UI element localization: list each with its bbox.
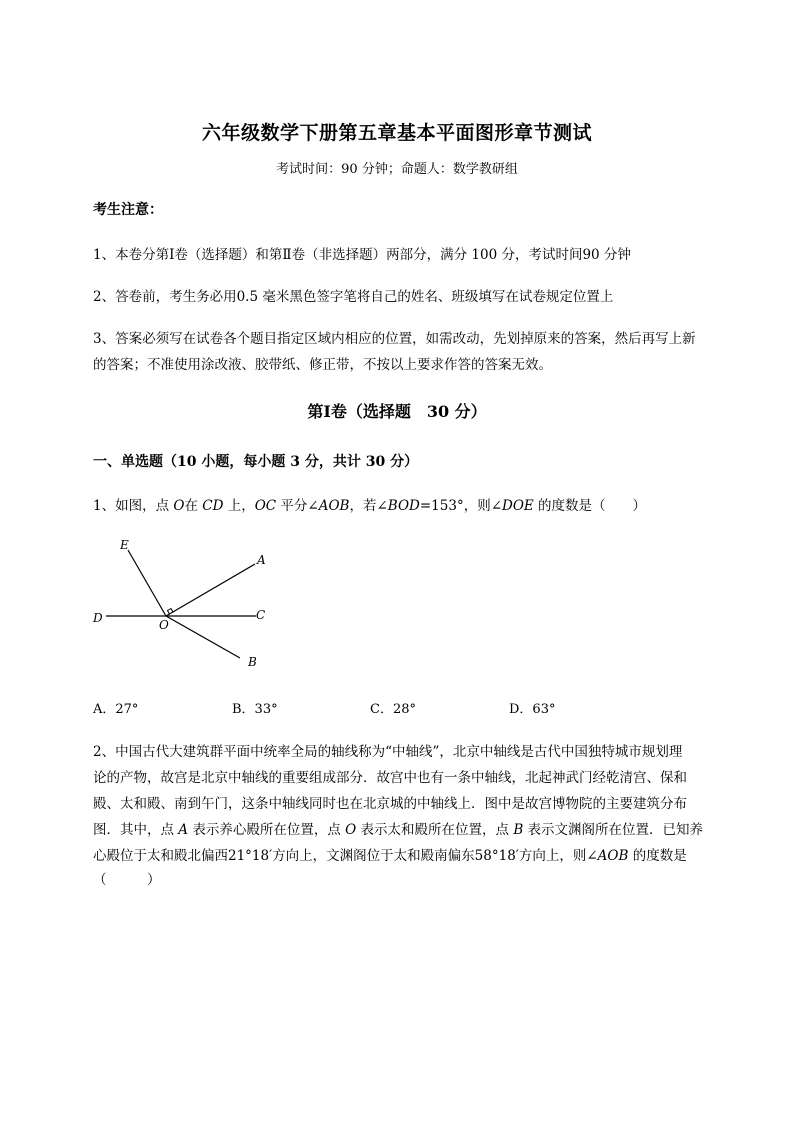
option-d[interactable]: D．63° — [509, 702, 556, 717]
notice-item-3-cont: 的答案；不准使用涂改液、胶带纸、修正带，不按以上要求作答的答案无效。 — [93, 357, 552, 373]
label-b: B — [248, 655, 257, 669]
notice-heading: 考生注意： — [93, 202, 163, 218]
option-a[interactable]: A．27° — [93, 702, 139, 717]
ray-oa — [166, 564, 255, 616]
question-2-line-5: 心殿位于太和殿北偏西21°18′方向上，文渊阁位于太和殿南偏东58°18′方向上，则∠AOB 的度数是 — [93, 848, 687, 864]
notice-item-3: 3、答案必须写在试卷各个题目指定区域内相应的位置，如需改动，先划掉原来的答案，然后再写上新 — [93, 331, 696, 347]
label-c: C — [256, 608, 266, 622]
label-e: E — [120, 538, 129, 552]
exam-info: 考试时间：90 分钟；命题人：数学教研组 — [276, 162, 518, 177]
page-title: 六年级数学下册第五章基本平面图形章节测试 — [201, 122, 592, 144]
label-d: D — [93, 611, 103, 625]
notice-item-2: 2、答卷前，考生务必用0.5 毫米黑色签字笔将自己的姓名、班级填写在试卷规定位置上 — [93, 289, 614, 305]
question-1-figure — [88, 532, 278, 672]
option-b[interactable]: B．33° — [232, 702, 278, 717]
label-a: A — [257, 553, 266, 567]
ray-ob — [166, 616, 240, 658]
ray-oe — [128, 550, 166, 616]
section-title: 第Ⅰ卷（选择题 30 分） — [307, 402, 487, 421]
question-2-line-1: 2、中国古代大建筑群平面中统率全局的轴线称为“中轴线”，北京中轴线是古代中国独特城市规划理 — [93, 744, 683, 760]
option-c[interactable]: C．28° — [370, 702, 416, 717]
question-2-line-3: 殿、太和殿、南到午门，这条中轴线同时也在北京城的中轴线上．图中是故宫博物院的主要建筑分布 — [93, 796, 687, 812]
question-1-stem: 1、如图，点 O在 CD 上，OC 平分∠AOB，若∠BOD=153°，则∠DOE 的度数是（ ） — [93, 498, 647, 514]
question-2-line-2: 论的产物，故宫是北京中轴线的重要组成部分．故宫中也有一条中轴线，北起神武门经乾清宫、保和 — [93, 770, 687, 786]
label-o: O — [159, 618, 169, 632]
part-heading: 一、单选题（10 小题，每小题 3 分，共计 30 分） — [93, 454, 419, 470]
question-2-answer-blank: （ ） — [93, 872, 161, 888]
question-2-line-4: 图．其中，点 A 表示养心殿所在位置，点 O 表示太和殿所在位置，点 B 表示文渊阁所在位置．已知养 — [93, 822, 704, 838]
notice-item-1: 1、本卷分第Ⅰ卷（选择题）和第Ⅱ卷（非选择题）两部分，满分 100 分，考试时间90 分钟 — [93, 247, 631, 263]
